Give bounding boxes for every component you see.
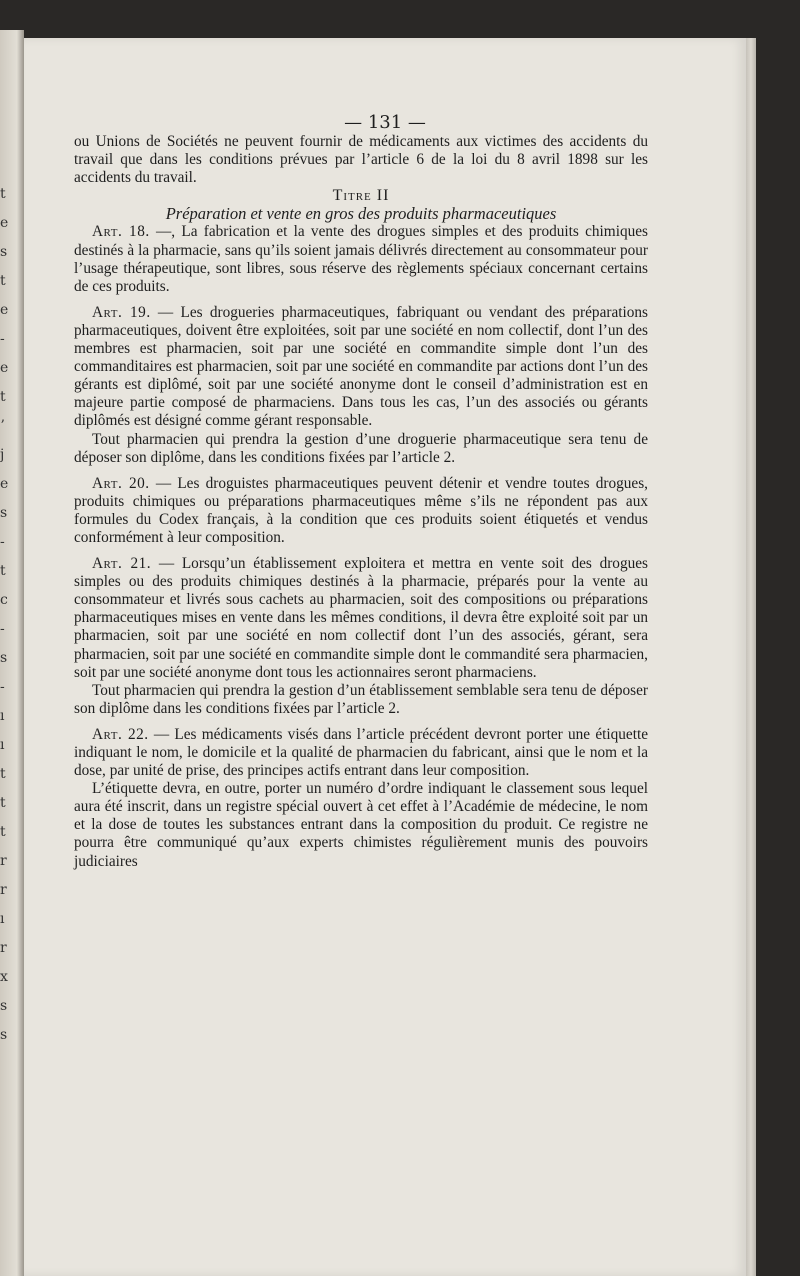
margin-glyph: ı [0,708,5,724]
margin-glyph: c [0,592,8,608]
margin-glyph: s [0,1027,8,1043]
article-label: Art. 22. [92,725,149,743]
article-text: — Lorsqu’un établissement exploitera et mettra en vente soit des drogues simples ou des produits chimiques destinés à la pharmacie, préparés pour la vente au consommateur et livrés sous cachets au pharmacien, soit des compositions ou préparations pharmaceutiques mises en vente dans les mêmes conditions, il devra être exploité soit par un pharmacien, soit par une société en nom collectif dont l’un des associés, gérant, sera pharmacien, soit par une société en commandite simple dont le commandité sera pharmacien, soit par une société anonyme dont tous les actionnaires seront pharmaciens. [74,555,648,681]
margin-glyph: e [0,476,9,492]
article-paragraph [74,304,648,431]
margin-glyph: t [0,563,6,579]
article-label: Art. 18. [92,223,150,241]
article-text: —, La fabrication et la vente des drogues simples et des produits chimiques destinés à la pharmacie, sans qu’ils soient jamais délivrés directement au consommateur pour l’usage thérapeutique, sont libres, sous réserve des règlements spéciaux concernant certains de ces produits. [74,223,648,295]
article-text: L’étiquette devra, en outre, porter un numéro d’ordre indiquant le classement sous lequel aura été inscrit, dans un registre spécial ouvert à cet effet à l’Académie de médecine, le nom et la dose de toutes les substances entrant dans la composition du produit. Ce registre ne pourra être communiqué qu’aux experts chimistes régulièrement munis des pouvoirs judiciaires [74,780,648,870]
intro-paragraph: ou Unions de Sociétés ne peuvent fournir de médicaments aux victimes des accidents du travail que dans les conditions prévues par l’article 6 de la loi du 8 avril 1898 sur les accidents du travail. [74,133,648,187]
article-paragraph [74,780,648,870]
margin-glyph: t [0,824,6,840]
article-paragraph [74,682,648,718]
book-page [24,38,746,1276]
margin-glyph: t [0,186,6,202]
article-label: Art. 20. [92,474,150,492]
facing-page-margin-glyphs [0,180,14,1050]
section-title: Titre II [332,187,390,205]
article-text: — Les droguistes pharmaceutiques peuvent détenir et vendre toutes drogues, produits chimiques ou préparations pharmaceutiques même s’ils ne répondent pas aux formules du Codex français, à la condition que ces produits soient étiquetés et vendus conformément à leur composition. [74,474,648,546]
margin-glyph: - [0,621,5,637]
margin-glyph: r [0,940,7,956]
article-text: Tout pharmacien qui prendra la gestion d’une droguerie pharmaceutique sera tenu de déposer son diplôme, dans les conditions fixées par l’article 2. [74,430,648,466]
margin-glyph: s [0,998,8,1014]
margin-glyph: t [0,389,6,405]
margin-glyph: x [0,969,8,985]
section-subtitle: Préparation et vente en gros des produits pharmaceutiques [165,204,557,224]
article-paragraph [74,475,648,547]
margin-glyph: ı [0,911,5,927]
margin-glyph: t [0,795,6,811]
facing-page-edge [0,30,24,1276]
page-number: — 131 — [344,112,426,133]
margin-glyph: e [0,215,9,231]
margin-glyph: t [0,766,6,782]
article-text: Tout pharmacien qui prendra la gestion d’un établissement semblable sera tenu de déposer son diplôme dans les conditions fixées par l’article 2. [74,681,648,717]
article-text: — Les médicaments visés dans l’article précédent devront porter une étiquette indiquant le nom, le domicile et la qualité de pharmacien du fabricant, ainsi que le nom et la dose, par unité de prise, des principes actifs entrant dans leur composition. [74,725,649,780]
margin-glyph: ı [0,737,5,753]
article-paragraph [74,431,648,467]
article-text: — Les drogueries pharmaceutiques, fabriquant ou vendant des préparations pharmaceutiques, doivent être exploitées, soit par une société en nom collectif, dont l’un des membres est pharmacien, soit par une société en commandite simple dont l’un des commanditaires est pharmacien, soit par une société en commandite par actions dont l’un des gérants est diplômé, soit par une société anonyme dont le conseil d’administration est en majeure partie composé de pharmaciens. Dans tous les cas, l’un des associés ou gérants diplômés est désigné comme gérant responsable. [74,303,648,430]
margin-glyph: ʼ [0,418,5,434]
page-stack-edge [746,38,756,1276]
margin-glyph: s [0,505,8,521]
margin-glyph: r [0,882,7,898]
article-label: Art. 21. [92,555,152,573]
article-label: Art. 19. [92,303,151,321]
article-paragraph [74,726,648,780]
margin-glyph: j [0,447,5,463]
margin-glyph: s [0,244,8,260]
article-paragraph [74,555,648,682]
article-paragraph [74,223,648,295]
page-body [74,133,648,871]
margin-glyph: - [0,331,5,347]
margin-glyph: - [0,679,5,695]
margin-glyph: t [0,273,6,289]
margin-glyph: - [0,534,5,550]
margin-glyph: e [0,360,9,376]
margin-glyph: r [0,853,7,869]
margin-glyph: s [0,650,8,666]
margin-glyph: e [0,302,9,318]
